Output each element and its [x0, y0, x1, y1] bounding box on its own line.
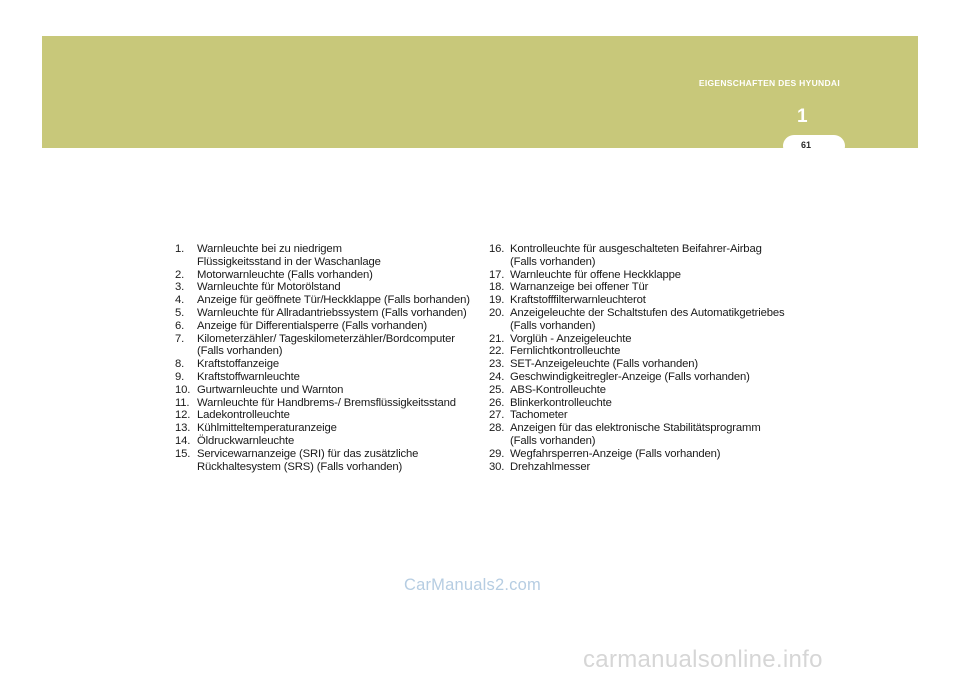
list-item — [489, 409, 789, 422]
list-item-number: 21. — [489, 332, 505, 345]
list-item-number: 12. — [175, 409, 191, 422]
watermark-link[interactable]: CarManuals2.com — [404, 576, 541, 594]
list-item-text — [510, 371, 789, 384]
list-item-text — [510, 269, 789, 282]
list-item-text — [510, 448, 789, 461]
list-item-text — [197, 320, 475, 333]
list-item-number: 17. — [489, 268, 505, 281]
list-item-number: 13. — [175, 422, 191, 435]
list-item-text — [197, 269, 475, 282]
list-item — [175, 320, 475, 333]
list-item-number: 25. — [489, 383, 505, 396]
list-item-number: 16. — [489, 243, 505, 255]
list-item-text — [510, 294, 789, 307]
list-item-number: 23. — [489, 358, 505, 371]
list-item — [175, 294, 475, 307]
list-item-text — [510, 345, 789, 358]
list-item — [175, 397, 475, 410]
list-item-line: Anzeigeleuchte der Schaltstufen des Automatikgetriebes — [510, 306, 785, 319]
list-item-number: 20. — [489, 306, 505, 319]
list-item-line: Kontrolleuchte für ausgeschalteten Beifahrer-Airbag — [510, 243, 762, 255]
list-item-number: 19. — [489, 294, 505, 307]
list-item — [489, 333, 789, 346]
list-item-number: 10. — [175, 383, 191, 396]
list-item-number: 8. — [175, 358, 185, 371]
list-item — [175, 333, 475, 359]
list-item — [175, 307, 475, 320]
list-item — [175, 243, 475, 269]
list-item-line: Warnleuchte bei zu niedrigem — [197, 243, 342, 255]
list-item-line: (Falls vorhanden) — [510, 319, 596, 332]
list-item-line: (Falls vorhanden) — [510, 255, 596, 268]
list-item-line: Geschwindigkeitregler-Anzeige (Falls vorhanden) — [510, 370, 750, 383]
page-number: 61 — [800, 140, 811, 150]
list-item-text — [510, 461, 789, 474]
list-item-text — [197, 333, 475, 359]
list-item-number: 2. — [175, 268, 185, 281]
list-item-line: Vorglüh - Anzeigeleuchte — [510, 332, 632, 345]
list-item — [489, 294, 789, 307]
list-item-number: 11. — [175, 396, 190, 409]
list-item — [489, 281, 789, 294]
list-item-line: Warnleuchte für Motorölstand — [197, 281, 341, 294]
list-item-text — [510, 243, 789, 269]
list-item — [489, 371, 789, 384]
list-item-number: 24. — [489, 370, 505, 383]
indicator-list-left — [175, 243, 475, 473]
list-item — [489, 307, 789, 333]
list-item-number: 26. — [489, 396, 505, 409]
list-item-line: Blinkerkontrolleuchte — [510, 396, 612, 409]
list-item — [175, 358, 475, 371]
list-item-text — [197, 294, 475, 307]
list-item — [175, 435, 475, 448]
list-item-number: 28. — [489, 422, 505, 435]
list-item — [489, 269, 789, 282]
list-item-line: Warnanzeige bei offener Tür — [510, 281, 649, 294]
list-item-number: 1. — [175, 243, 185, 255]
list-item-number: 15. — [175, 447, 191, 460]
list-item-number: 7. — [175, 332, 185, 345]
list-item-number: 3. — [175, 281, 185, 294]
list-item-text — [197, 397, 475, 410]
list-item-line: Wegfahrsperren-Anzeige (Falls vorhanden) — [510, 447, 721, 460]
list-item-text — [197, 307, 475, 320]
list-item-line: Anzeigen für das elektronische Stabilitätsprogramm — [510, 422, 761, 435]
list-item-line: Anzeige für Differentialsperre (Falls vorhanden) — [197, 319, 427, 332]
footer-watermark: carmanualsonline.info — [583, 646, 823, 673]
list-item-number: 9. — [175, 370, 185, 383]
list-item-text — [197, 409, 475, 422]
list-item-line: Motorwarnleuchte (Falls vorhanden) — [197, 268, 373, 281]
list-item-line: Servicewarnanzeige (SRI) für das zusätzliche — [197, 447, 419, 460]
list-item-line: Anzeige für geöffnete Tür/Heckklappe (Falls borhanden) — [197, 294, 470, 307]
header-band — [42, 36, 918, 148]
list-item — [489, 243, 789, 269]
list-item-text — [510, 281, 789, 294]
list-item-number: 27. — [489, 409, 505, 422]
list-item-line: Kraftstoffwarnleuchte — [197, 370, 300, 383]
list-item — [175, 281, 475, 294]
list-item-line: (Falls vorhanden) — [197, 345, 283, 358]
list-item — [489, 345, 789, 358]
list-item-line: Öldruckwarnleuchte — [197, 434, 295, 447]
list-item-text — [197, 384, 475, 397]
list-item-line: (Falls vorhanden) — [510, 434, 596, 447]
list-item-line: Kraftstofffilterwarnleuchterot — [510, 294, 646, 307]
list-item-line: Rückhaltesystem (SRS) (Falls vorhanden) — [197, 460, 403, 473]
list-item-line: Warnleuchte für Handbrems-/ Bremsflüssigkeitsstand — [197, 396, 456, 409]
list-item-text — [197, 435, 475, 448]
indicator-list-right — [489, 243, 789, 473]
list-item-line: SET-Anzeigeleuchte (Falls vorhanden) — [510, 358, 699, 371]
list-item — [175, 422, 475, 435]
list-item-line: Flüssigkeitsstand in der Waschanlage — [197, 255, 381, 268]
list-item-number: 22. — [489, 345, 505, 358]
list-item — [489, 422, 789, 448]
list-item — [175, 371, 475, 384]
list-item — [175, 448, 475, 474]
list-item-text — [197, 358, 475, 371]
list-item-text — [510, 358, 789, 371]
list-item-number: 30. — [489, 460, 505, 473]
list-item-line: Tachometer — [510, 409, 568, 422]
list-item-text — [510, 307, 789, 333]
list-item — [175, 409, 475, 422]
list-item — [489, 397, 789, 410]
list-item-text — [197, 281, 475, 294]
list-item-line: Warnleuchte für offene Heckklappe — [510, 268, 681, 281]
list-item — [175, 269, 475, 282]
list-item-number: 14. — [175, 434, 191, 447]
list-item-text — [510, 409, 789, 422]
chapter-number: 1 — [797, 106, 808, 127]
list-item-number: 5. — [175, 306, 185, 319]
list-item-text — [197, 422, 475, 435]
list-item-line: Warnleuchte für Allradantriebssystem (Falls vorhanden) — [197, 306, 467, 319]
list-item-text — [197, 371, 475, 384]
list-item-number: 6. — [175, 319, 185, 332]
list-item-text — [510, 333, 789, 346]
list-item-line: Fernlichtkontrolleuchte — [510, 345, 621, 358]
list-item-line: Kühlmitteltemperaturanzeige — [197, 422, 337, 435]
section-title: EIGENSCHAFTEN DES HYUNDAI — [698, 78, 840, 88]
list-item-text — [510, 397, 789, 410]
list-item-number: 18. — [489, 281, 505, 294]
list-item-text — [510, 384, 789, 397]
list-item-line: Gurtwarnleuchte und Warnton — [197, 383, 344, 396]
list-item — [489, 384, 789, 397]
list-item-number: 29. — [489, 447, 505, 460]
list-item-text — [197, 243, 475, 269]
list-item-line: Ladekontrolleuchte — [197, 409, 290, 422]
list-item — [175, 384, 475, 397]
list-item-number: 4. — [175, 294, 185, 307]
list-item-text — [510, 422, 789, 448]
list-item-text — [197, 448, 475, 474]
list-item-line: Kilometerzähler/ Tageskilometerzähler/Bordcomputer — [197, 332, 455, 345]
list-item-line: Kraftstoffanzeige — [197, 358, 280, 371]
list-item — [489, 358, 789, 371]
list-item — [489, 448, 789, 461]
list-item-line: ABS-Kontrolleuchte — [510, 383, 606, 396]
list-item-line: Drehzahlmesser — [510, 460, 591, 473]
list-item — [489, 461, 789, 474]
